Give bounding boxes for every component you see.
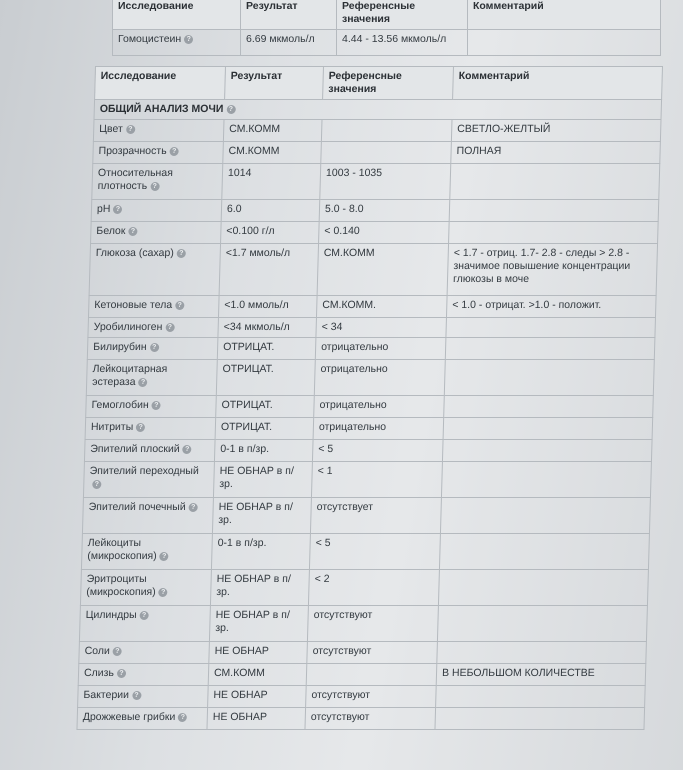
- row-comment: [468, 30, 661, 56]
- row-name: [89, 244, 220, 296]
- row-name: [80, 570, 211, 606]
- table-row: [85, 418, 653, 440]
- row-comment: [449, 222, 659, 244]
- homocysteine-table: [112, 0, 661, 56]
- row-name-label: Прозрачность: [98, 145, 167, 157]
- row-result: ОТРИЦАТ.: [217, 338, 316, 360]
- table-row: [93, 142, 661, 164]
- row-reference: отсутствуют: [305, 708, 436, 730]
- row-name: [79, 642, 210, 664]
- row-comment: [444, 396, 654, 418]
- urinalysis-table: [76, 66, 663, 730]
- info-icon[interactable]: ?: [150, 182, 159, 191]
- info-icon[interactable]: ?: [113, 205, 122, 214]
- info-icon[interactable]: ?: [92, 480, 101, 489]
- row-result: <34 мкмоль/л: [218, 318, 317, 338]
- row-comment: [440, 498, 650, 534]
- row-name: [86, 360, 217, 396]
- table-row: [82, 498, 650, 534]
- info-icon[interactable]: ?: [139, 611, 148, 620]
- row-comment: < 1.7 - отриц. 1.7- 2.8 - следы > 2.8 - значимое повышение концентрации глюкозы в моче: [447, 244, 657, 296]
- row-name: [88, 318, 219, 338]
- row-comment: В НЕБОЛЬШОМ КОЛИЧЕСТВЕ: [436, 664, 646, 686]
- row-name-label: Лейкоцитарная эстераза: [92, 363, 168, 388]
- table-header-row: [113, 0, 661, 30]
- header-reference: Референсные значения: [337, 0, 468, 30]
- row-name-label: Соли: [84, 645, 111, 657]
- row-comment: [439, 534, 649, 570]
- info-icon[interactable]: ?: [117, 669, 126, 678]
- table-row: [88, 318, 656, 338]
- info-icon[interactable]: ?: [132, 691, 141, 700]
- row-reference: отсутствуют: [307, 642, 438, 664]
- row-name-label: Цилиндры: [85, 609, 137, 621]
- row-result: ОТРИЦАТ.: [216, 396, 315, 418]
- header-study: Исследование: [95, 67, 226, 100]
- row-reference: < 5: [309, 534, 440, 570]
- row-name-label: Нитриты: [90, 421, 134, 433]
- row-result: 0-1 в п/зр.: [214, 440, 313, 462]
- row-reference: [306, 664, 437, 686]
- row-reference: < 0.140: [319, 222, 450, 244]
- row-comment: < 1.0 - отрицат. >1.0 - положит.: [446, 296, 656, 318]
- row-name: [86, 396, 217, 418]
- row-result: НЕ ОБНАР в п/зр.: [209, 606, 308, 642]
- row-name-label: Эпителий переходный: [89, 465, 199, 477]
- info-icon[interactable]: ?: [170, 147, 179, 156]
- row-name: [78, 664, 209, 686]
- row-comment: [443, 418, 653, 440]
- row-reference: СМ.КОММ.: [316, 296, 447, 318]
- header-result: Результат: [225, 67, 324, 100]
- row-name-label: Относительная плотность: [97, 167, 174, 192]
- info-icon[interactable]: ?: [226, 105, 235, 114]
- header-comment: Комментарий: [468, 0, 661, 30]
- row-reference: отсутствуют: [307, 606, 438, 642]
- info-icon[interactable]: ?: [159, 588, 168, 597]
- row-result: 6.69 мкмоль/л: [241, 30, 337, 56]
- row-result: НЕ ОБНАР: [207, 708, 306, 730]
- table-row: [87, 338, 655, 360]
- row-reference: < 5: [312, 440, 443, 462]
- row-comment: [442, 440, 652, 462]
- row-reference: < 2: [308, 570, 439, 606]
- table-row: [80, 570, 648, 606]
- table-row: [81, 534, 649, 570]
- row-comment: [437, 606, 647, 642]
- table-row: [91, 222, 659, 244]
- table-row: [91, 200, 659, 222]
- row-name: [79, 606, 210, 642]
- row-name-label: Эпителий почечный: [88, 501, 186, 513]
- row-name-label: pH: [96, 203, 111, 215]
- info-icon[interactable]: ?: [189, 503, 198, 512]
- info-icon[interactable]: ?: [150, 343, 159, 352]
- row-name: [93, 142, 224, 164]
- row-result: 6.0: [221, 200, 320, 222]
- row-name-label: Глюкоза (сахар): [95, 247, 174, 259]
- row-reference: [321, 142, 452, 164]
- row-comment: [435, 708, 645, 730]
- table-row: [113, 30, 661, 56]
- header-result: Результат: [241, 0, 337, 30]
- row-reference: 5.0 - 8.0: [319, 200, 450, 222]
- row-name: [93, 120, 224, 142]
- row-name-label: Цвет: [99, 123, 123, 135]
- table-row: [79, 606, 647, 642]
- row-reference: [321, 120, 452, 142]
- row-comment: [437, 642, 647, 664]
- row-reference: отрицательно: [314, 360, 445, 396]
- row-name: [77, 708, 208, 730]
- row-name-label: Лейкоциты (микроскопия): [87, 537, 157, 562]
- info-icon[interactable]: ?: [160, 552, 169, 561]
- row-result: НЕ ОБНАР: [208, 686, 307, 708]
- row-name: [81, 534, 212, 570]
- header-study: Исследование: [113, 0, 241, 30]
- table-row: [89, 244, 657, 296]
- row-comment: СВЕТЛО-ЖЕЛТЫЙ: [451, 120, 661, 142]
- info-icon[interactable]: ?: [126, 125, 135, 134]
- row-name-label: Дрожжевые грибки: [82, 711, 176, 723]
- row-comment: [441, 462, 651, 498]
- row-reference: отрицательно: [313, 418, 444, 440]
- table-row: [77, 708, 645, 730]
- row-comment: [436, 686, 646, 708]
- row-name-label: Гемоглобин: [91, 399, 149, 411]
- row-reference: 4.44 - 13.56 мкмоль/л: [337, 30, 468, 56]
- row-name-label: Кетоновые тела: [94, 299, 173, 311]
- info-icon[interactable]: ?: [136, 423, 145, 432]
- table-row: [78, 686, 646, 708]
- row-name: [88, 296, 219, 318]
- info-icon[interactable]: ?: [184, 35, 193, 44]
- row-comment: [450, 164, 660, 200]
- info-icon[interactable]: ?: [177, 249, 186, 258]
- info-icon[interactable]: ?: [178, 713, 187, 722]
- row-name: [91, 200, 222, 222]
- row-result: НЕ ОБНАР в п/зр.: [212, 498, 311, 534]
- info-icon[interactable]: ?: [175, 301, 184, 310]
- table-header-row: [95, 67, 663, 100]
- row-result: СМ.КОММ: [223, 120, 322, 142]
- row-result: СМ.КОММ: [223, 142, 322, 164]
- row-result: СМ.КОММ: [208, 664, 307, 686]
- table-row: [86, 360, 654, 396]
- section-title: ОБЩИЙ АНАЛИЗ МОЧИ ?: [94, 100, 662, 120]
- row-name: [87, 338, 218, 360]
- row-name-label: Эпителий плоский: [90, 443, 180, 455]
- info-icon[interactable]: ?: [152, 401, 161, 410]
- row-name: [91, 222, 222, 244]
- header-comment: Комментарий: [453, 67, 663, 100]
- info-icon[interactable]: ?: [138, 378, 147, 387]
- row-reference: СМ.КОММ: [317, 244, 448, 296]
- row-comment: [444, 360, 654, 396]
- info-icon[interactable]: ?: [113, 647, 122, 656]
- row-comment: [438, 570, 648, 606]
- info-icon[interactable]: ?: [183, 445, 192, 454]
- row-reference: отсутствует: [310, 498, 441, 534]
- row-comment: [445, 338, 655, 360]
- table-row: [93, 120, 661, 142]
- row-name-label: Бактерии: [83, 689, 130, 701]
- row-name-label: Билирубин: [92, 341, 147, 353]
- row-result: НЕ ОБНАР: [209, 642, 308, 664]
- row-name: [83, 462, 214, 498]
- row-name-label: Белок: [96, 225, 126, 237]
- table-row: [92, 164, 660, 200]
- row-name: [85, 418, 216, 440]
- row-reference: отрицательно: [315, 338, 446, 360]
- row-comment: ПОЛНАЯ: [451, 142, 661, 164]
- row-result: <1.0 ммоль/л: [218, 296, 317, 318]
- row-result: НЕ ОБНАР в п/зр.: [213, 462, 312, 498]
- section-row: [94, 100, 662, 120]
- row-result: НЕ ОБНАР в п/зр.: [210, 570, 309, 606]
- header-reference: Референсные значения: [323, 67, 454, 100]
- table-row: [84, 440, 652, 462]
- row-result: 1014: [222, 164, 321, 200]
- table-row: [79, 642, 647, 664]
- row-reference: 1003 - 1035: [320, 164, 451, 200]
- table-row: [78, 664, 646, 686]
- table-row: [86, 396, 654, 418]
- row-result: ОТРИЦАТ.: [215, 418, 314, 440]
- row-name: Гомоцистеин ?: [113, 30, 241, 56]
- row-name: [82, 498, 213, 534]
- info-icon[interactable]: ?: [165, 323, 174, 332]
- row-comment: [446, 318, 656, 338]
- row-name: [92, 164, 223, 200]
- row-result: <0.100 г/л: [221, 222, 320, 244]
- row-comment: [449, 200, 659, 222]
- row-result: 0-1 в п/зр.: [211, 534, 310, 570]
- info-icon[interactable]: ?: [128, 227, 137, 236]
- row-reference: отрицательно: [314, 396, 445, 418]
- row-name: [84, 440, 215, 462]
- row-name-label: Уробилиноген: [93, 321, 163, 333]
- row-result: ОТРИЦАТ.: [216, 360, 315, 396]
- row-name-label: Эритроциты (микроскопия): [86, 573, 156, 598]
- row-name-label: Слизь: [83, 667, 115, 679]
- table-row: [88, 296, 656, 318]
- row-name: [78, 686, 209, 708]
- row-reference: < 34: [316, 318, 447, 338]
- row-result: <1.7 ммоль/л: [219, 244, 318, 296]
- row-reference: отсутствуют: [306, 686, 437, 708]
- table-row: [83, 462, 651, 498]
- row-reference: < 1: [311, 462, 442, 498]
